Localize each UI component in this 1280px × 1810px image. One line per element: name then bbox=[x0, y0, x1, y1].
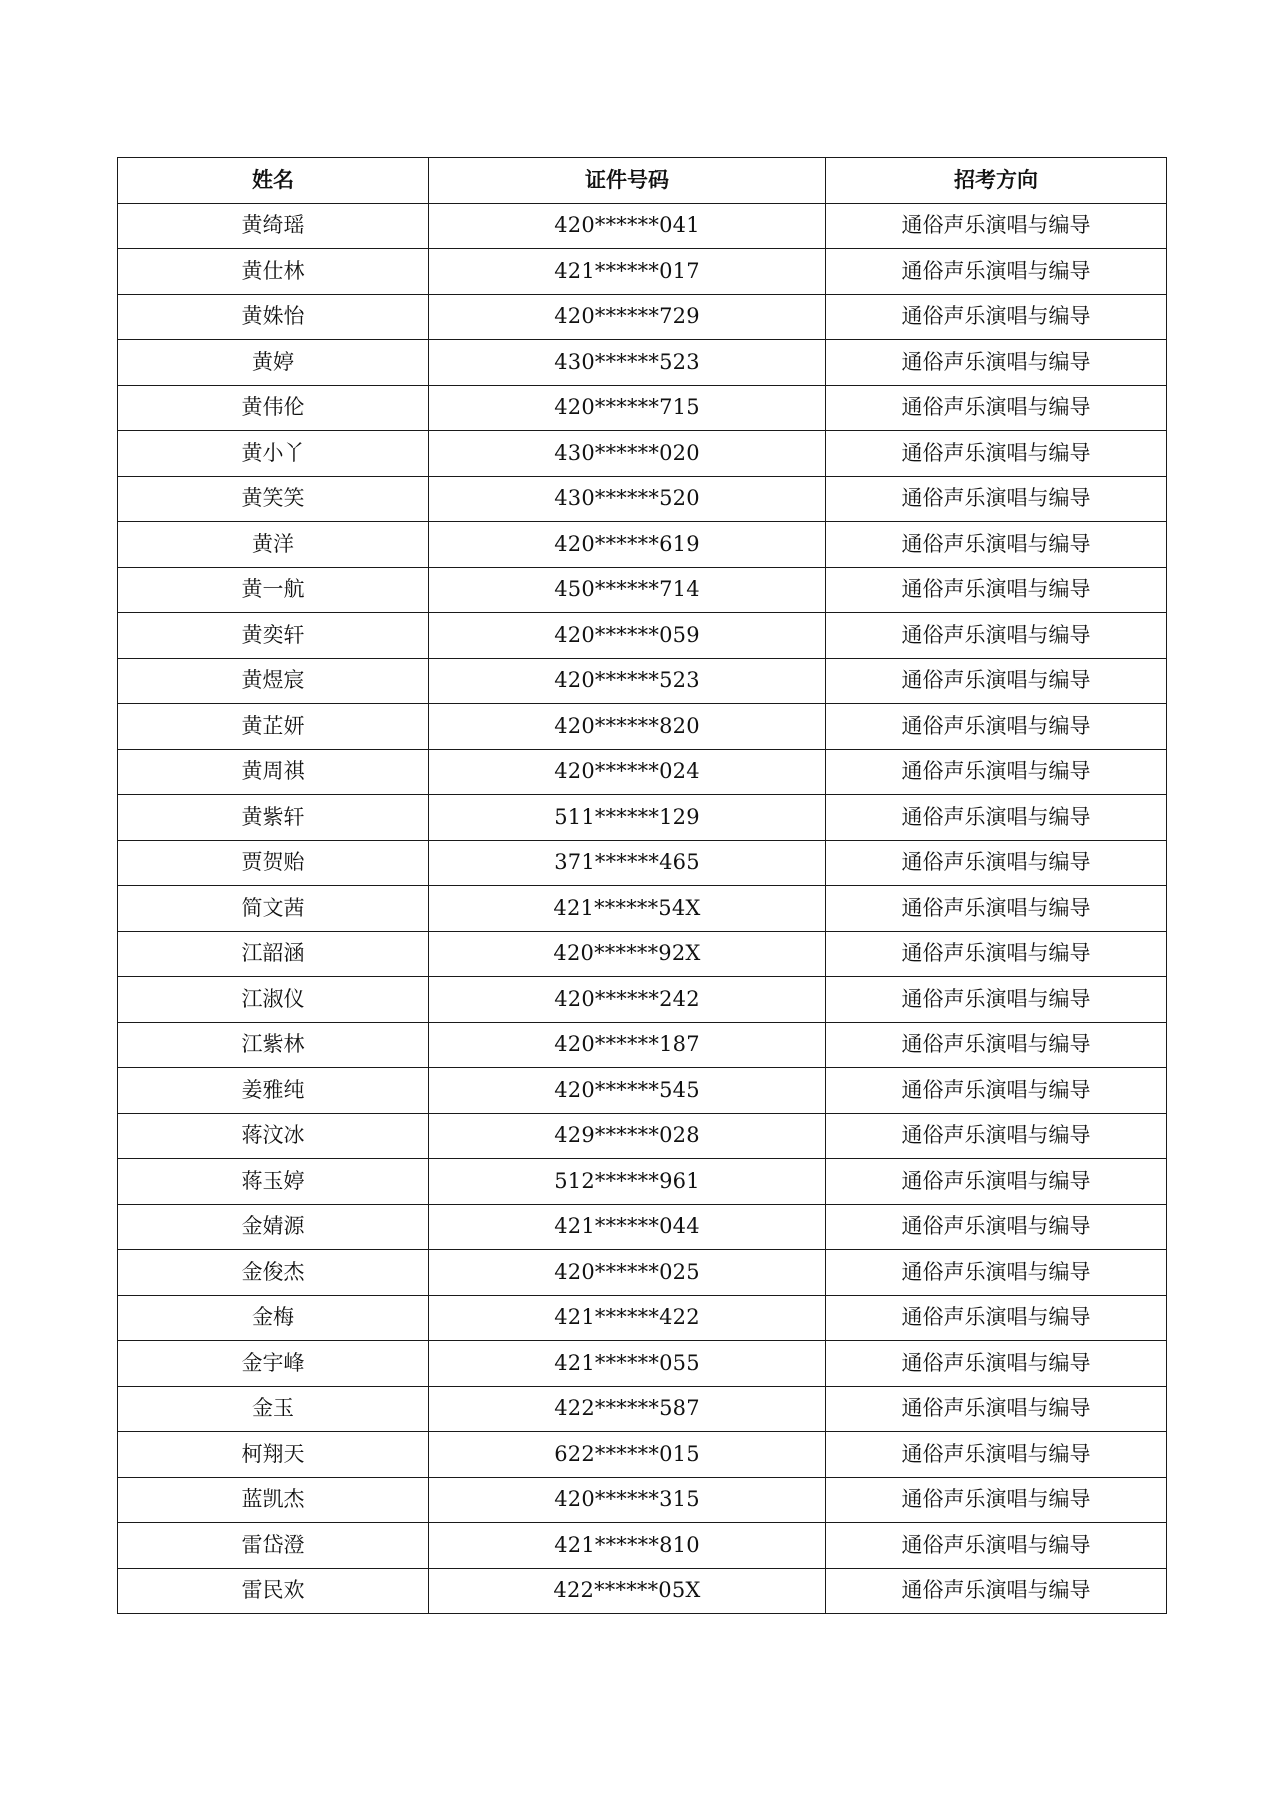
cell-direction: 通俗声乐演唱与编导 bbox=[826, 749, 1167, 795]
table-body bbox=[118, 203, 1167, 1614]
cell-direction: 通俗声乐演唱与编导 bbox=[826, 704, 1167, 750]
table-row bbox=[118, 1341, 1167, 1387]
cell-name: 黄洋 bbox=[118, 522, 429, 568]
cell-name: 江韶涵 bbox=[118, 931, 429, 977]
cell-direction: 通俗声乐演唱与编导 bbox=[826, 795, 1167, 841]
table-row bbox=[118, 567, 1167, 613]
table-row bbox=[118, 658, 1167, 704]
table-row bbox=[118, 1386, 1167, 1432]
cell-id-number: 420******729 bbox=[429, 294, 826, 340]
cell-id-number: 421******810 bbox=[429, 1523, 826, 1569]
table-row bbox=[118, 1113, 1167, 1159]
cell-direction: 通俗声乐演唱与编导 bbox=[826, 1113, 1167, 1159]
cell-direction: 通俗声乐演唱与编导 bbox=[826, 1341, 1167, 1387]
cell-name: 江淑仪 bbox=[118, 977, 429, 1023]
cell-direction: 通俗声乐演唱与编导 bbox=[826, 476, 1167, 522]
cell-id-number: 420******523 bbox=[429, 658, 826, 704]
cell-id-number: 420******545 bbox=[429, 1068, 826, 1114]
cell-id-number: 430******020 bbox=[429, 431, 826, 477]
cell-name: 金宇峰 bbox=[118, 1341, 429, 1387]
cell-id-number: 420******024 bbox=[429, 749, 826, 795]
cell-id-number: 420******041 bbox=[429, 203, 826, 249]
cell-id-number: 421******055 bbox=[429, 1341, 826, 1387]
cell-name: 黄小丫 bbox=[118, 431, 429, 477]
cell-direction: 通俗声乐演唱与编导 bbox=[826, 567, 1167, 613]
cell-direction: 通俗声乐演唱与编导 bbox=[826, 977, 1167, 1023]
cell-name: 黄仕林 bbox=[118, 249, 429, 295]
cell-name: 江紫林 bbox=[118, 1022, 429, 1068]
table-row bbox=[118, 931, 1167, 977]
cell-id-number: 511******129 bbox=[429, 795, 826, 841]
cell-id-number: 420******820 bbox=[429, 704, 826, 750]
cell-name: 黄笑笑 bbox=[118, 476, 429, 522]
table-row bbox=[118, 385, 1167, 431]
table-row bbox=[118, 1250, 1167, 1296]
cell-name: 黄煜宸 bbox=[118, 658, 429, 704]
table-row bbox=[118, 340, 1167, 386]
table-row bbox=[118, 294, 1167, 340]
cell-direction: 通俗声乐演唱与编导 bbox=[826, 203, 1167, 249]
cell-name: 金俊杰 bbox=[118, 1250, 429, 1296]
cell-direction: 通俗声乐演唱与编导 bbox=[826, 1523, 1167, 1569]
cell-id-number: 420******619 bbox=[429, 522, 826, 568]
cell-name: 贾贺贻 bbox=[118, 840, 429, 886]
cell-id-number: 421******017 bbox=[429, 249, 826, 295]
cell-id-number: 422******05X bbox=[429, 1568, 826, 1614]
cell-name: 黄紫轩 bbox=[118, 795, 429, 841]
cell-name: 蒋汶冰 bbox=[118, 1113, 429, 1159]
cell-name: 黄芷妍 bbox=[118, 704, 429, 750]
table-row bbox=[118, 886, 1167, 932]
table-row bbox=[118, 476, 1167, 522]
cell-name: 雷岱澄 bbox=[118, 1523, 429, 1569]
table-row bbox=[118, 1068, 1167, 1114]
cell-direction: 通俗声乐演唱与编导 bbox=[826, 1386, 1167, 1432]
cell-id-number: 420******187 bbox=[429, 1022, 826, 1068]
cell-direction: 通俗声乐演唱与编导 bbox=[826, 658, 1167, 704]
cell-name: 黄绮瑶 bbox=[118, 203, 429, 249]
table-row bbox=[118, 795, 1167, 841]
cell-id-number: 430******523 bbox=[429, 340, 826, 386]
cell-id-number: 420******715 bbox=[429, 385, 826, 431]
cell-name: 蒋玉婷 bbox=[118, 1159, 429, 1205]
cell-direction: 通俗声乐演唱与编导 bbox=[826, 613, 1167, 659]
cell-name: 金玉 bbox=[118, 1386, 429, 1432]
cell-id-number: 429******028 bbox=[429, 1113, 826, 1159]
table-row bbox=[118, 1204, 1167, 1250]
cell-name: 姜雅纯 bbox=[118, 1068, 429, 1114]
table-row bbox=[118, 977, 1167, 1023]
cell-id-number: 420******242 bbox=[429, 977, 826, 1023]
cell-id-number: 421******044 bbox=[429, 1204, 826, 1250]
table-row bbox=[118, 249, 1167, 295]
cell-direction: 通俗声乐演唱与编导 bbox=[826, 385, 1167, 431]
table-row bbox=[118, 704, 1167, 750]
header-name: 姓名 bbox=[118, 158, 429, 204]
cell-id-number: 430******520 bbox=[429, 476, 826, 522]
table-row bbox=[118, 1022, 1167, 1068]
table-row bbox=[118, 1432, 1167, 1478]
cell-id-number: 420******315 bbox=[429, 1477, 826, 1523]
table-row bbox=[118, 431, 1167, 477]
table-header bbox=[118, 158, 1167, 204]
cell-name: 金梅 bbox=[118, 1295, 429, 1341]
header-direction: 招考方向 bbox=[826, 158, 1167, 204]
cell-direction: 通俗声乐演唱与编导 bbox=[826, 1477, 1167, 1523]
cell-direction: 通俗声乐演唱与编导 bbox=[826, 886, 1167, 932]
cell-direction: 通俗声乐演唱与编导 bbox=[826, 931, 1167, 977]
cell-direction: 通俗声乐演唱与编导 bbox=[826, 1068, 1167, 1114]
table-row bbox=[118, 1159, 1167, 1205]
cell-name: 黄婷 bbox=[118, 340, 429, 386]
cell-name: 黄周祺 bbox=[118, 749, 429, 795]
cell-name: 黄一航 bbox=[118, 567, 429, 613]
header-row bbox=[118, 158, 1167, 204]
cell-direction: 通俗声乐演唱与编导 bbox=[826, 249, 1167, 295]
cell-id-number: 450******714 bbox=[429, 567, 826, 613]
cell-direction: 通俗声乐演唱与编导 bbox=[826, 294, 1167, 340]
table-row bbox=[118, 840, 1167, 886]
table-row bbox=[118, 1568, 1167, 1614]
cell-name: 简文茜 bbox=[118, 886, 429, 932]
cell-direction: 通俗声乐演唱与编导 bbox=[826, 340, 1167, 386]
table-row bbox=[118, 1295, 1167, 1341]
cell-id-number: 512******961 bbox=[429, 1159, 826, 1205]
cell-id-number: 420******059 bbox=[429, 613, 826, 659]
table-row bbox=[118, 1523, 1167, 1569]
cell-direction: 通俗声乐演唱与编导 bbox=[826, 1568, 1167, 1614]
table-row bbox=[118, 613, 1167, 659]
cell-id-number: 421******54X bbox=[429, 886, 826, 932]
cell-name: 黄姝怡 bbox=[118, 294, 429, 340]
cell-id-number: 420******92X bbox=[429, 931, 826, 977]
cell-direction: 通俗声乐演唱与编导 bbox=[826, 1159, 1167, 1205]
cell-id-number: 420******025 bbox=[429, 1250, 826, 1296]
header-id-number: 证件号码 bbox=[429, 158, 826, 204]
roster-table bbox=[117, 157, 1167, 1614]
table-row bbox=[118, 1477, 1167, 1523]
cell-direction: 通俗声乐演唱与编导 bbox=[826, 431, 1167, 477]
cell-name: 金婧源 bbox=[118, 1204, 429, 1250]
cell-direction: 通俗声乐演唱与编导 bbox=[826, 1295, 1167, 1341]
cell-direction: 通俗声乐演唱与编导 bbox=[826, 1022, 1167, 1068]
cell-id-number: 622******015 bbox=[429, 1432, 826, 1478]
cell-name: 黄伟伦 bbox=[118, 385, 429, 431]
cell-id-number: 421******422 bbox=[429, 1295, 826, 1341]
table-row bbox=[118, 522, 1167, 568]
cell-direction: 通俗声乐演唱与编导 bbox=[826, 840, 1167, 886]
cell-name: 黄奕轩 bbox=[118, 613, 429, 659]
cell-direction: 通俗声乐演唱与编导 bbox=[826, 1432, 1167, 1478]
cell-direction: 通俗声乐演唱与编导 bbox=[826, 1250, 1167, 1296]
cell-name: 雷民欢 bbox=[118, 1568, 429, 1614]
cell-id-number: 371******465 bbox=[429, 840, 826, 886]
cell-direction: 通俗声乐演唱与编导 bbox=[826, 1204, 1167, 1250]
cell-direction: 通俗声乐演唱与编导 bbox=[826, 522, 1167, 568]
cell-name: 柯翔天 bbox=[118, 1432, 429, 1478]
table-row bbox=[118, 203, 1167, 249]
cell-id-number: 422******587 bbox=[429, 1386, 826, 1432]
table-row bbox=[118, 749, 1167, 795]
cell-name: 蓝凯杰 bbox=[118, 1477, 429, 1523]
